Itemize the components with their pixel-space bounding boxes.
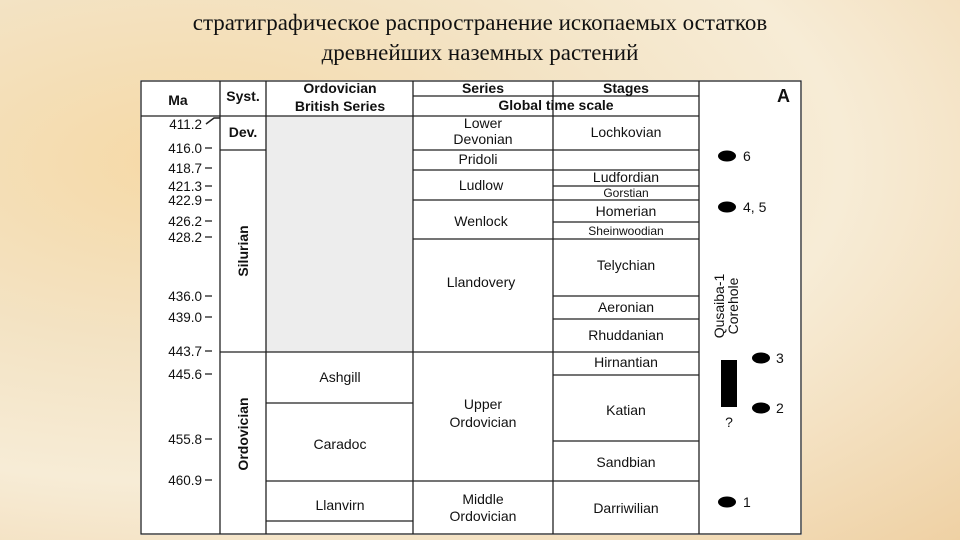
header-syst: Syst. (226, 88, 260, 104)
sample-label-2: 2 (776, 400, 784, 416)
series-ludlow: Ludlow (458, 177, 504, 193)
ma-axis (168, 117, 212, 488)
sample-marker-1 (718, 497, 736, 508)
stage-telychian: Telychian (596, 257, 656, 273)
sample-label-6: 6 (743, 148, 751, 164)
sample-label-1: 1 (743, 494, 751, 510)
header-british-line-1: Ordovician (303, 80, 377, 96)
series-upper-ordovician-2: Ordovician (449, 414, 517, 430)
header-global-time-scale: Global time scale (498, 97, 614, 113)
series-wenlock: Wenlock (454, 213, 508, 229)
sample-label-3: 3 (776, 350, 784, 366)
sample-label-4-5: 4, 5 (743, 199, 767, 215)
stage-rhuddanian: Rhuddanian (588, 327, 664, 343)
slide-title-line-1: стратиграфическое распространение ископаемых остатков (192, 10, 768, 35)
system-ordovician: Ordovician (235, 397, 251, 471)
corehole-interval-bar (721, 360, 737, 407)
series-upper-ordovician-1: Upper (463, 396, 503, 412)
british-series-caradoc: Caradoc (313, 436, 367, 452)
stage-hirnantian: Hirnantian (594, 354, 658, 370)
system-silurian: Silurian (235, 225, 251, 277)
ma-tick-label: 443.7 (168, 344, 202, 359)
stage-gorstian: Gorstian (603, 186, 649, 200)
corehole-unknown-mark: ? (725, 414, 733, 430)
ma-tick-label: 436.0 (168, 289, 202, 304)
stratigraphic-chart (140, 80, 802, 535)
header-stages: Stages (603, 80, 649, 96)
ma-tick-label: 460.9 (168, 473, 202, 488)
header-series: Series (461, 80, 505, 96)
stage-katian: Katian (606, 402, 646, 418)
ma-tick-label: 422.9 (168, 193, 202, 208)
header-ma: Ma (168, 92, 188, 108)
shaded-region (266, 116, 413, 352)
ma-top-hook (206, 118, 220, 124)
british-series-ashgill: Ashgill (319, 369, 361, 385)
corehole-label-1: Qusaiba-1 (711, 273, 727, 339)
british-series-llanvirn: Llanvirn (315, 497, 365, 513)
stage-ludfordian: Ludfordian (592, 169, 660, 185)
series-lower-devonian-2: Devonian (453, 131, 513, 147)
sample-marker-2 (752, 403, 770, 414)
ma-tick-label: 445.6 (168, 367, 202, 382)
ma-tick-label: 411.2 (169, 117, 202, 132)
panel-letter: A (777, 86, 790, 106)
corehole-label-2: Corehole (725, 277, 741, 335)
ma-tick-label: 416.0 (168, 141, 202, 156)
stage-homerian: Homerian (595, 203, 657, 219)
slide-title (0, 8, 960, 68)
series-middle-ordovician-1: Middle (462, 491, 504, 507)
ma-tick-label: 421.3 (168, 179, 202, 194)
series-middle-ordovician-2: Ordovician (449, 508, 517, 524)
stage-darriwilian: Darriwilian (593, 500, 659, 516)
ma-tick-label: 426.2 (168, 214, 202, 229)
series-llandovery: Llandovery (446, 274, 516, 290)
ma-tick-label: 455.8 (168, 432, 202, 447)
stage-aeronian: Aeronian (597, 299, 655, 315)
ma-tick-label: 418.7 (168, 161, 202, 176)
stage-sandbian: Sandbian (596, 454, 656, 470)
stage-lochkovian: Lochkovian (590, 124, 662, 140)
sample-marker-4-5 (718, 202, 736, 213)
sample-marker-3 (752, 353, 770, 364)
ma-tick-label: 439.0 (168, 310, 202, 325)
slide-title-line-2: древнейших наземных растений (321, 40, 639, 65)
header-british-line-2: British Series (294, 98, 386, 114)
series-pridoli: Pridoli (458, 151, 498, 167)
series-lower-devonian-1: Lower (463, 115, 503, 131)
ma-tick-label: 428.2 (168, 230, 202, 245)
system-devonian: Dev. (228, 124, 258, 140)
sample-marker-6 (718, 151, 736, 162)
stage-sheinwoodian: Sheinwoodian (588, 224, 664, 238)
